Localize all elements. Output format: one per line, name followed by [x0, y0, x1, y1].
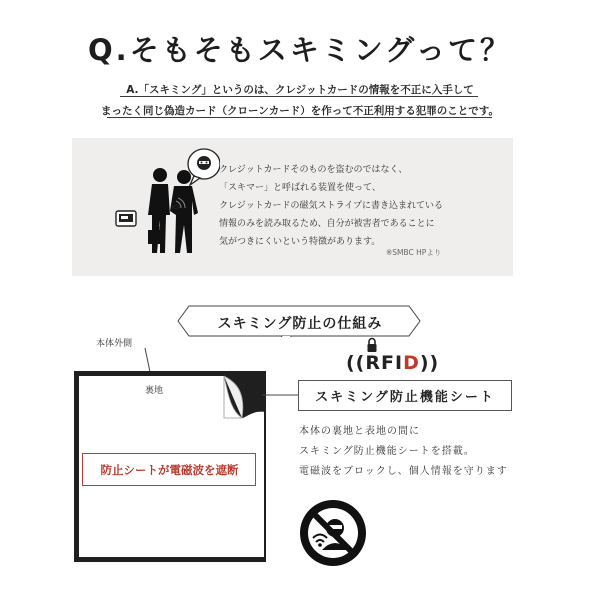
- lining-label: 裏地: [145, 386, 164, 396]
- sheet-label: スキミング防止機能シート: [315, 390, 495, 405]
- description-line: クレジットカードの磁気ストライプに書き込まれている: [219, 201, 443, 211]
- info-line: 電磁波をブロックし、個人情報を守ります: [299, 466, 508, 477]
- shield-label: 防止シートが電磁波を遮断: [100, 463, 239, 477]
- description-line: クレジットカードそのものを盗むのではなく、: [219, 165, 408, 175]
- card-reader-icon: [116, 211, 136, 226]
- answer-line-2: まったく同じ偽造カード（クローンカード）を作って不正利用する犯罪のことです。: [101, 105, 499, 117]
- thief-speech-bubble-icon: [188, 149, 220, 185]
- page-title: Q.そもそもスキミングって？: [88, 33, 512, 67]
- lock-icon: [366, 337, 378, 353]
- description-line: 情報のみを読み取るため、自分が被害者であることに: [219, 219, 435, 229]
- answer-underline-2: [107, 117, 492, 118]
- info-line: 本体の裏地と表地の間に: [299, 426, 420, 437]
- sheet-pointer: [262, 390, 302, 400]
- answer-underline-1: [120, 96, 478, 97]
- no-skimming-icon: [298, 498, 368, 568]
- rfid-logo: ((RFID)): [346, 352, 440, 374]
- description-line: 気がつきにくいという特徴があります。: [219, 237, 381, 247]
- info-line: スキミング防止機能シートを搭載。: [299, 446, 475, 457]
- pickpocket-illustration: [110, 145, 220, 265]
- outer-label: 本体外側: [96, 339, 133, 349]
- section-title: スキミング防止の仕組み: [217, 316, 383, 332]
- answer-line-1: A.「スキミング」というのは、クレジットカードの情報を不正に入手して: [126, 84, 474, 96]
- description-line: 「スキマー」と呼ばれる装置を使って、: [219, 183, 381, 193]
- outer-label-pointer: [100, 346, 160, 374]
- source-note: ※SMBC HPより: [386, 248, 442, 257]
